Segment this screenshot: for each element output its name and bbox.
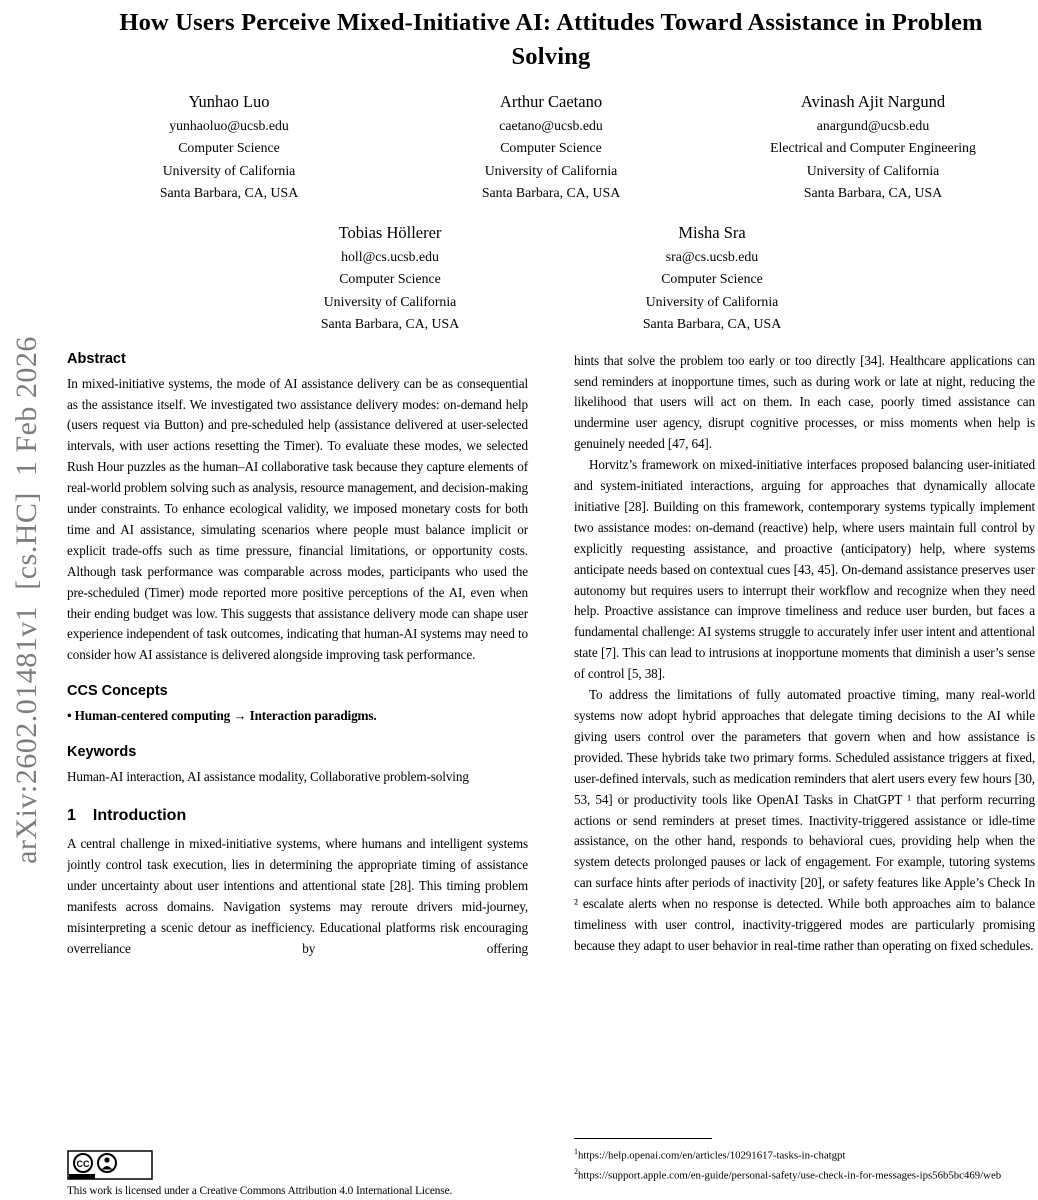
author-name: Avinash Ajit Nargund	[800, 91, 946, 111]
ccs-heading: CCS Concepts	[67, 683, 168, 700]
author-university: University of California	[323, 293, 457, 309]
author-email: holl@cs.ucsb.edu	[341, 248, 439, 264]
right-column	[574, 351, 1035, 1151]
keywords-text: Human-AI interaction, AI assistance modality, Collaborative problem-solving	[67, 769, 469, 785]
author-block	[68, 90, 390, 205]
footnote-2-link[interactable]: https://support.apple.com/en-guide/personal-safety/use-check-in-for-messages-ips56b5bc469/web	[578, 1169, 1002, 1182]
paper-content	[67, 0, 1035, 1151]
section-number: 1	[67, 807, 76, 825]
license-text: This work is licensed under a Creative Commons Attribution 4.0 International License.	[67, 1185, 453, 1197]
paper-title: How Users Perceive Mixed-Initiative AI: Attitudes Toward Assistance in Problem Solving	[119, 9, 983, 70]
footnote-2-marker: 2	[574, 1167, 578, 1177]
author-location: Santa Barbara, CA, USA	[320, 316, 460, 332]
arxiv-stamp: arXiv:2602.01481v1 [cs.HC] 1 Feb 2026	[10, 336, 43, 864]
author-location: Santa Barbara, CA, USA	[481, 185, 621, 201]
author-name: Tobias Höllerer	[338, 222, 442, 242]
author-email: sra@cs.ucsb.edu	[665, 248, 759, 264]
author-university: University of California	[645, 293, 779, 309]
author-email: anargund@ucsb.edu	[816, 117, 930, 133]
author-email: caetano@ucsb.edu	[499, 117, 603, 133]
authors-row-2	[67, 221, 1035, 336]
author-name: Arthur Caetano	[499, 91, 603, 111]
author-university: University of California	[162, 162, 296, 178]
section-title: Introduction	[92, 807, 187, 825]
author-location: Santa Barbara, CA, USA	[159, 185, 299, 201]
paragraph-3: To address the limitations of fully automated proactive timing, many real-world systems now adopt hybrid approaches that delegate timing decisions to the AI while giving users control over the parameters that govern when and how assistance is provided. These hybrids take two primary forms. Scheduled assistance triggers at fixed, user-defined intervals, such as medication reminders that alert users every few hours [30, 53, 54] or productivity tools like OpenAI Tasks in ChatGPT ¹ that perform recurring actions or send reminders at preset times. Inactivity-triggered assistance or idle-time assistance, on the other hand, responds to behavioral cues, providing help when the system detects prolonged pauses or lack of engagement. For example, tutoring systems can surface hints after periods of inactivity [20], or safety features like Apple’s Check In ² escalate alerts when no response is detected. While both approaches aim to balance timeliness with user control, inactivity-triggered modes are particularly promising because they adapt to user behavior in real-time rather than operating on fixed schedules.	[574, 687, 1035, 953]
author-department: Electrical and Computer Engineering	[770, 140, 976, 156]
author-block	[390, 90, 712, 205]
left-column	[67, 351, 528, 1151]
introduction-heading	[67, 807, 528, 825]
keywords-heading: Keywords	[67, 744, 137, 761]
author-department: Computer Science	[500, 140, 602, 156]
footnotes-block	[574, 1138, 1036, 1184]
author-block	[551, 221, 873, 336]
author-location: Santa Barbara, CA, USA	[642, 316, 782, 332]
author-department: Computer Science	[178, 140, 280, 156]
paragraph-1-continued: hints that solve the problem too early or too directly [34]. Healthcare applications can send reminders at inopportune times, such as during work or late at night, reducing the likelihood that users will act on them. In each case, poorly timed assistance can undermine user agency, disrupt cognitive processes, or miss moments when help is genuinely needed [47, 64].	[574, 352, 1035, 452]
author-name: Yunhao Luo	[188, 91, 270, 111]
paragraph-2: Horvitz’s framework on mixed-initiative interfaces proposed balancing user-initiated and system-initiated interactions, arguing for approaches that dynamically allocate initiative [28]. Building on this framework, contemporary systems typically implement two assistance modes: on-demand (reactive) help, where users maintain full control by explicitly requesting assistance, and proactive (anticipatory) help, where systems anticipate needs based on contextual cues [43, 45]. On-demand assistance preserves user autonomy but requires users to interrupt their workflow and recognize when they need help. Proactive assistance can improve timeliness and reduce user burden, but faces a fundamental challenge: AI systems struggle to accurately infer user intent and attentional state [7]. This can lead to intrusions at inopportune moments that diminish a user’s sense of control [5, 38].	[574, 457, 1035, 682]
authors-row-1	[67, 90, 1035, 205]
author-name: Misha Sra	[678, 222, 746, 242]
author-location: Santa Barbara, CA, USA	[803, 185, 943, 201]
footnote-1-marker: 1	[574, 1147, 578, 1156]
author-department: Computer Science	[661, 271, 763, 287]
license-block	[67, 1150, 529, 1197]
author-block	[229, 221, 551, 336]
footnote-1-link[interactable]: https://help.openai.com/en/articles/10291617-tasks-in-chatgpt	[578, 1149, 846, 1162]
footnote-rule	[574, 1138, 712, 1139]
introduction-paragraph-1: A central challenge in mixed-initiative systems, where humans and intelligent systems jointly control task execution, lies in determining the appropriate timing of assistance under uncertainty about user intentions and attentional state [28]. This timing problem manifests across domains. Navigation systems may reroute drivers mid-journey, misinterpreting a scenic detour as inefficiency. Educational platforms risk encouraging overreliance by offering	[67, 836, 528, 956]
author-department: Computer Science	[339, 271, 441, 287]
two-column-body	[67, 351, 1035, 1151]
author-email: yunhaoluo@ucsb.edu	[169, 117, 289, 133]
ccs-text: • Human-centered computing → Interaction paradigms.	[67, 708, 377, 724]
svg-text:CC: CC	[76, 1159, 90, 1169]
author-university: University of California	[484, 162, 618, 178]
footnote-1	[574, 1144, 1036, 1164]
abstract-heading: Abstract	[67, 350, 126, 367]
author-university: University of California	[806, 162, 940, 178]
footnote-2	[574, 1164, 1036, 1184]
cc-by-badge-icon	[67, 1150, 153, 1180]
abstract-text: In mixed-initiative systems, the mode of AI assistance delivery can be as consequential as the assistance itself. We investigated two assistance delivery modes: on-demand help (users request via Button) and pre-scheduled help (assistance delivered at user-selected intervals, with user actions resetting the Timer). To evaluate these modes, we selected Rush Hour puzzles as the human–AI collaborative task because they capture elements of real-world problem solving such as analysis, resource management, and decision-making under constraints. To enhance ecological validity, we imposed monetary costs for both time and AI assistance, simulating scenarios where people must balance implicit or explicit trade-offs such as time pressure, financial limitations, or opportunity costs. Although task performance was comparable across modes, participants who used the pre-scheduled (Timer) mode reported more positive perceptions of the AI, even when their ending budget was low. This suggests that assistance delivery mode can shape user experience independent of task outcomes, indicating that human-AI systems may need to consider how AI assistance is delivered alongside improving task performance.	[67, 375, 528, 663]
author-block	[712, 90, 1034, 205]
